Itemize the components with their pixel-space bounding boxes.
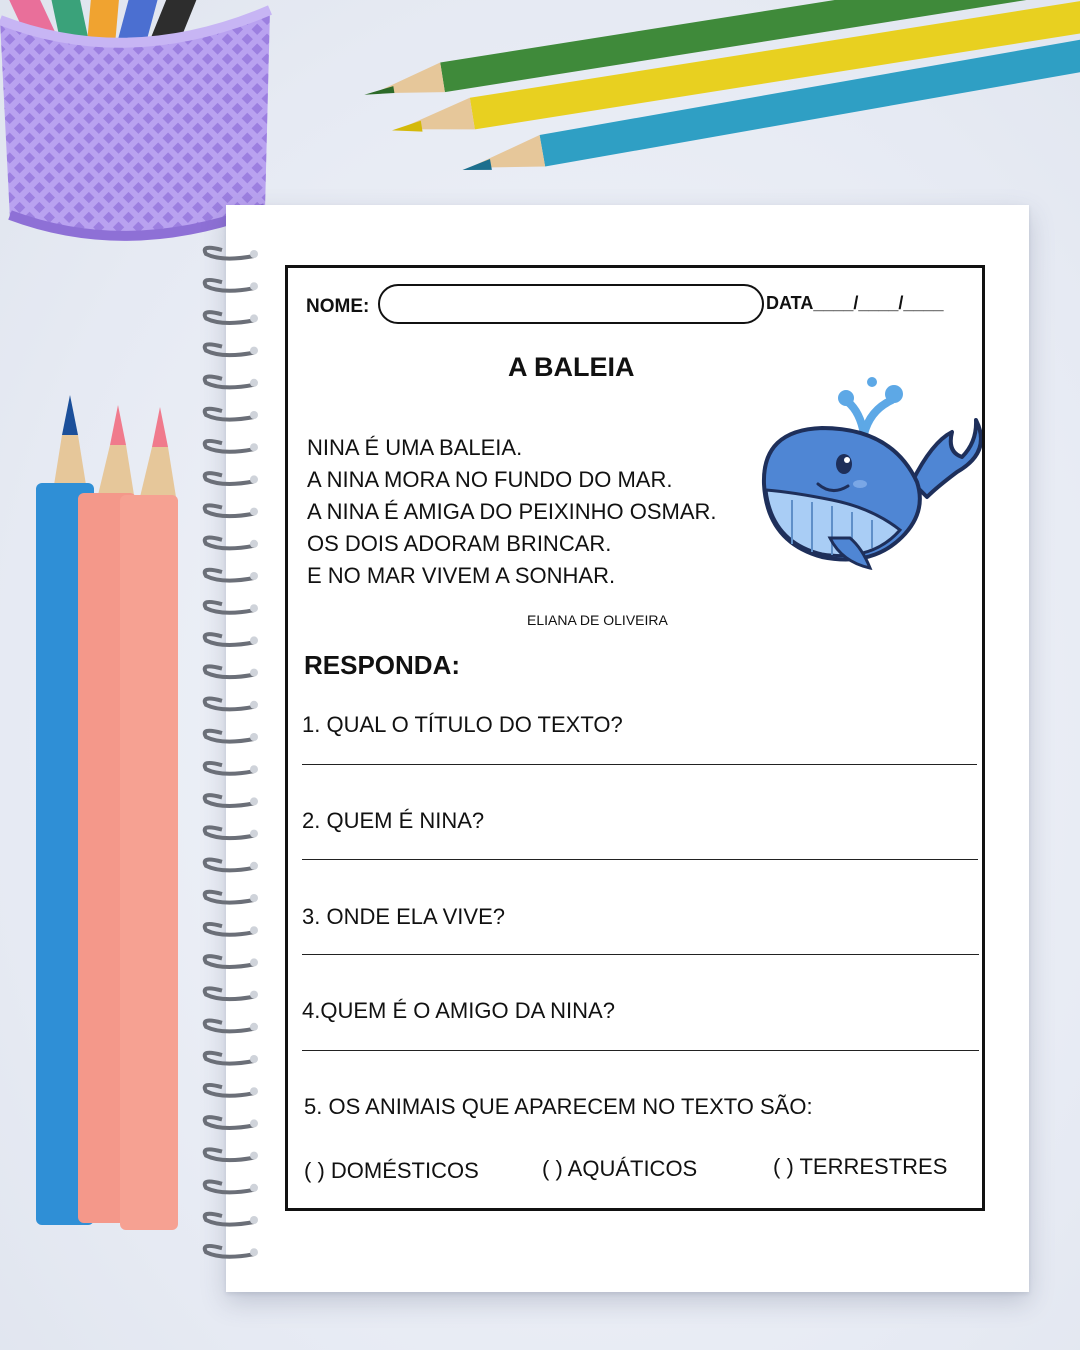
spiral-hole — [250, 894, 258, 902]
story-line: A NINA É AMIGA DO PEIXINHO OSMAR. — [307, 499, 717, 524]
spiral-hole — [250, 1152, 258, 1160]
spiral-ring — [205, 924, 254, 935]
spiral-hole — [250, 1216, 258, 1224]
spiral-ring — [205, 1246, 254, 1257]
spiral-hole — [250, 508, 258, 516]
spiral-ring — [205, 956, 254, 967]
spiral-hole — [250, 250, 258, 258]
spiral-ring — [205, 473, 254, 484]
question-5: 5. OS ANIMAIS QUE APARECEM NO TEXTO SÃO: — [304, 1094, 813, 1119]
name-label: NOME: — [306, 296, 370, 317]
question-4: 4.QUEM É O AMIGO DA NINA? — [302, 998, 615, 1023]
spiral-hole — [250, 282, 258, 290]
date-label: DATA____/____/____ — [766, 293, 944, 313]
spiral-hole — [250, 1184, 258, 1192]
spiral-hole — [250, 862, 258, 870]
spiral-hole — [250, 443, 258, 451]
story-line: OS DOIS ADORAM BRINCAR. — [307, 531, 612, 556]
spiral-ring — [205, 344, 254, 355]
spiral-hole — [250, 572, 258, 580]
answer-line-2[interactable] — [302, 859, 978, 860]
spiral-hole — [250, 733, 258, 741]
spiral-ring — [205, 1053, 254, 1064]
answer-line-4[interactable] — [302, 1050, 979, 1051]
spiral-ring — [205, 280, 254, 291]
spiral-hole — [250, 926, 258, 934]
spiral-ring — [205, 570, 254, 581]
author-credit: ELIANA DE OLIVEIRA — [527, 612, 668, 628]
spiral-ring — [205, 377, 254, 388]
spiral-ring — [205, 248, 254, 259]
question-3: 3. ONDE ELA VIVE? — [302, 904, 505, 929]
spiral-hole — [250, 604, 258, 612]
spiral-ring — [205, 312, 254, 323]
spiral-ring — [205, 634, 254, 645]
spiral-hole — [250, 1023, 258, 1031]
story-line: NINA É UMA BALEIA. — [307, 435, 523, 460]
spiral-ring — [205, 538, 254, 549]
spiral-hole — [250, 314, 258, 322]
spiral-hole — [250, 540, 258, 548]
spiral-hole — [250, 1087, 258, 1095]
question-2: 2. QUEM É NINA? — [302, 808, 485, 833]
spiral-ring — [205, 1214, 254, 1225]
option-aquaticos[interactable]: ( ) AQUÁTICOS — [542, 1156, 698, 1181]
spiral-hole — [250, 411, 258, 419]
spiral-ring — [205, 666, 254, 677]
spiral-hole — [250, 765, 258, 773]
spiral-hole — [250, 1248, 258, 1256]
spiral-hole — [250, 636, 258, 644]
spiral-hole — [250, 379, 258, 387]
spiral-ring — [205, 988, 254, 999]
answer-line-3[interactable] — [302, 954, 979, 955]
colored-pencils-top — [340, 0, 1080, 170]
spiral-hole — [250, 1055, 258, 1063]
spiral-hole — [250, 701, 258, 709]
spiral-hole — [250, 669, 258, 677]
spiral-ring — [205, 1021, 254, 1032]
spiral-ring — [205, 731, 254, 742]
colored-pencils-left — [20, 395, 210, 1245]
worksheet-title: A BALEIA — [508, 352, 635, 382]
question-1: 1. QUAL O TÍTULO DO TEXTO? — [302, 712, 623, 737]
spiral-ring — [205, 1182, 254, 1193]
spiral-ring — [205, 602, 254, 613]
whale-icon — [752, 372, 982, 572]
story-line: A NINA MORA NO FUNDO DO MAR. — [307, 467, 673, 492]
spiral-ring — [205, 441, 254, 452]
spiral-binding-icon — [192, 232, 272, 1272]
spiral-hole — [250, 797, 258, 805]
spiral-ring — [205, 763, 254, 774]
spiral-ring — [205, 827, 254, 838]
option-domesticos[interactable]: ( ) DOMÉSTICOS — [304, 1158, 479, 1183]
spiral-hole — [250, 830, 258, 838]
name-field[interactable] — [378, 284, 764, 324]
spiral-hole — [250, 475, 258, 483]
answer-line-1[interactable] — [302, 764, 977, 765]
spiral-ring — [205, 892, 254, 903]
spiral-ring — [205, 1085, 254, 1096]
spiral-ring — [205, 860, 254, 871]
section-heading: RESPONDA: — [304, 650, 461, 680]
spiral-ring — [205, 1117, 254, 1128]
spiral-ring — [205, 699, 254, 710]
spiral-ring — [205, 795, 254, 806]
story-line: E NO MAR VIVEM A SONHAR. — [307, 563, 616, 588]
story-text — [307, 432, 717, 592]
spiral-hole — [250, 991, 258, 999]
spiral-ring — [205, 505, 254, 516]
spiral-hole — [250, 347, 258, 355]
spiral-hole — [250, 958, 258, 966]
spiral-ring — [205, 409, 254, 420]
spiral-hole — [250, 1119, 258, 1127]
spiral-ring — [205, 1149, 254, 1160]
option-terrestres[interactable]: ( ) TERRESTRES — [773, 1154, 948, 1179]
